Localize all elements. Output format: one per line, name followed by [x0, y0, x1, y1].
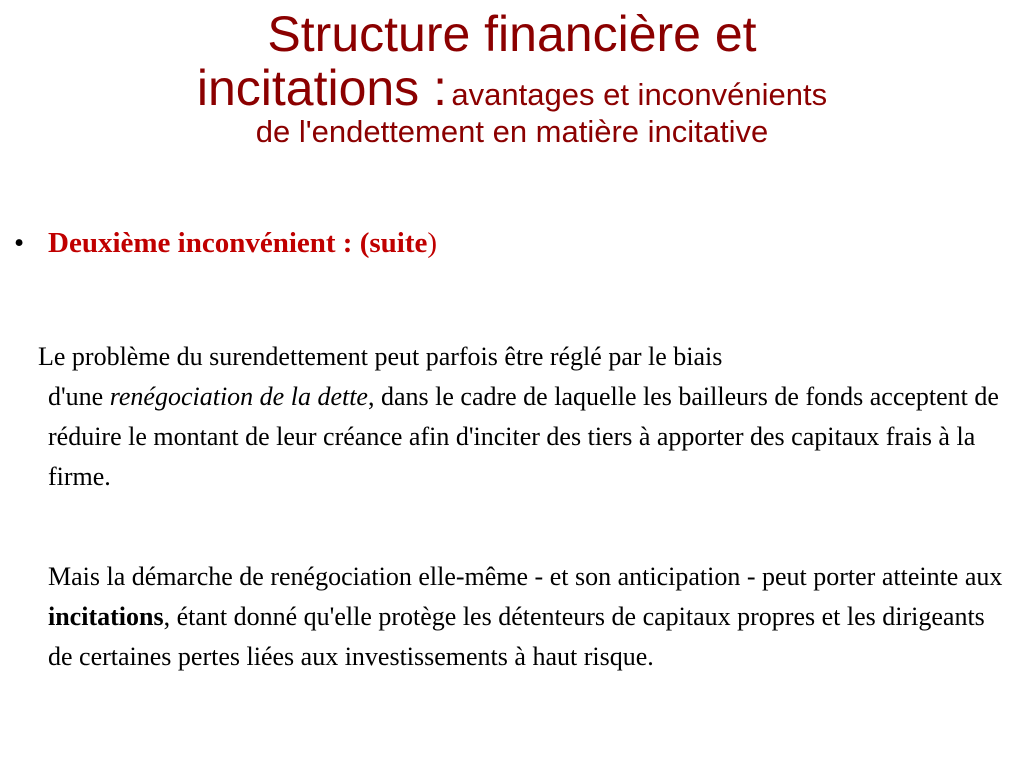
paragraph-2-text-a: Mais la démarche de renégociation elle-même - et son anticipation - peut porter atteinte aux: [48, 562, 1003, 591]
bullet-heading-label: Deuxième inconvénient : (suite: [48, 227, 428, 259]
title-line-1: Structure financière et: [267, 6, 757, 62]
bullet-heading-text: [48, 227, 437, 259]
paragraph-1-text-b: , dans le cadre de laquelle les bailleurs de fonds acceptent de réduire le montant de leur créance afin d'inciter des tiers à apporter des capitaux frais à la firme.: [48, 382, 999, 491]
paragraph-renegotiation: [38, 337, 1008, 497]
paragraph-1-line-1: Le problème du surendettement peut parfois être réglé par le biais: [38, 342, 723, 371]
title-line-3: de l'endettement en matière incitative: [255, 114, 769, 149]
title-line-2-main: incitations :: [196, 60, 447, 116]
paragraph-incentives: [48, 557, 1008, 677]
bullet-heading: [14, 225, 437, 261]
slide-title: [0, 8, 1024, 148]
bullet-heading-close: ): [427, 227, 438, 259]
paragraph-1-italic: renégociation de la dette: [109, 382, 368, 411]
bullet-icon: •: [14, 227, 25, 259]
paragraph-2-text-b: , étant donné qu'elle protège les détenteurs de capitaux propres et les dirigeants de certaines pertes liées aux investissements à haut risque.: [48, 602, 985, 671]
paragraph-2-bold: incitations: [48, 602, 164, 631]
title-line-2: [0, 62, 1024, 114]
title-line-2-sub: avantages et inconvénients: [451, 77, 828, 112]
paragraph-1-text-a: d'une: [48, 382, 110, 411]
